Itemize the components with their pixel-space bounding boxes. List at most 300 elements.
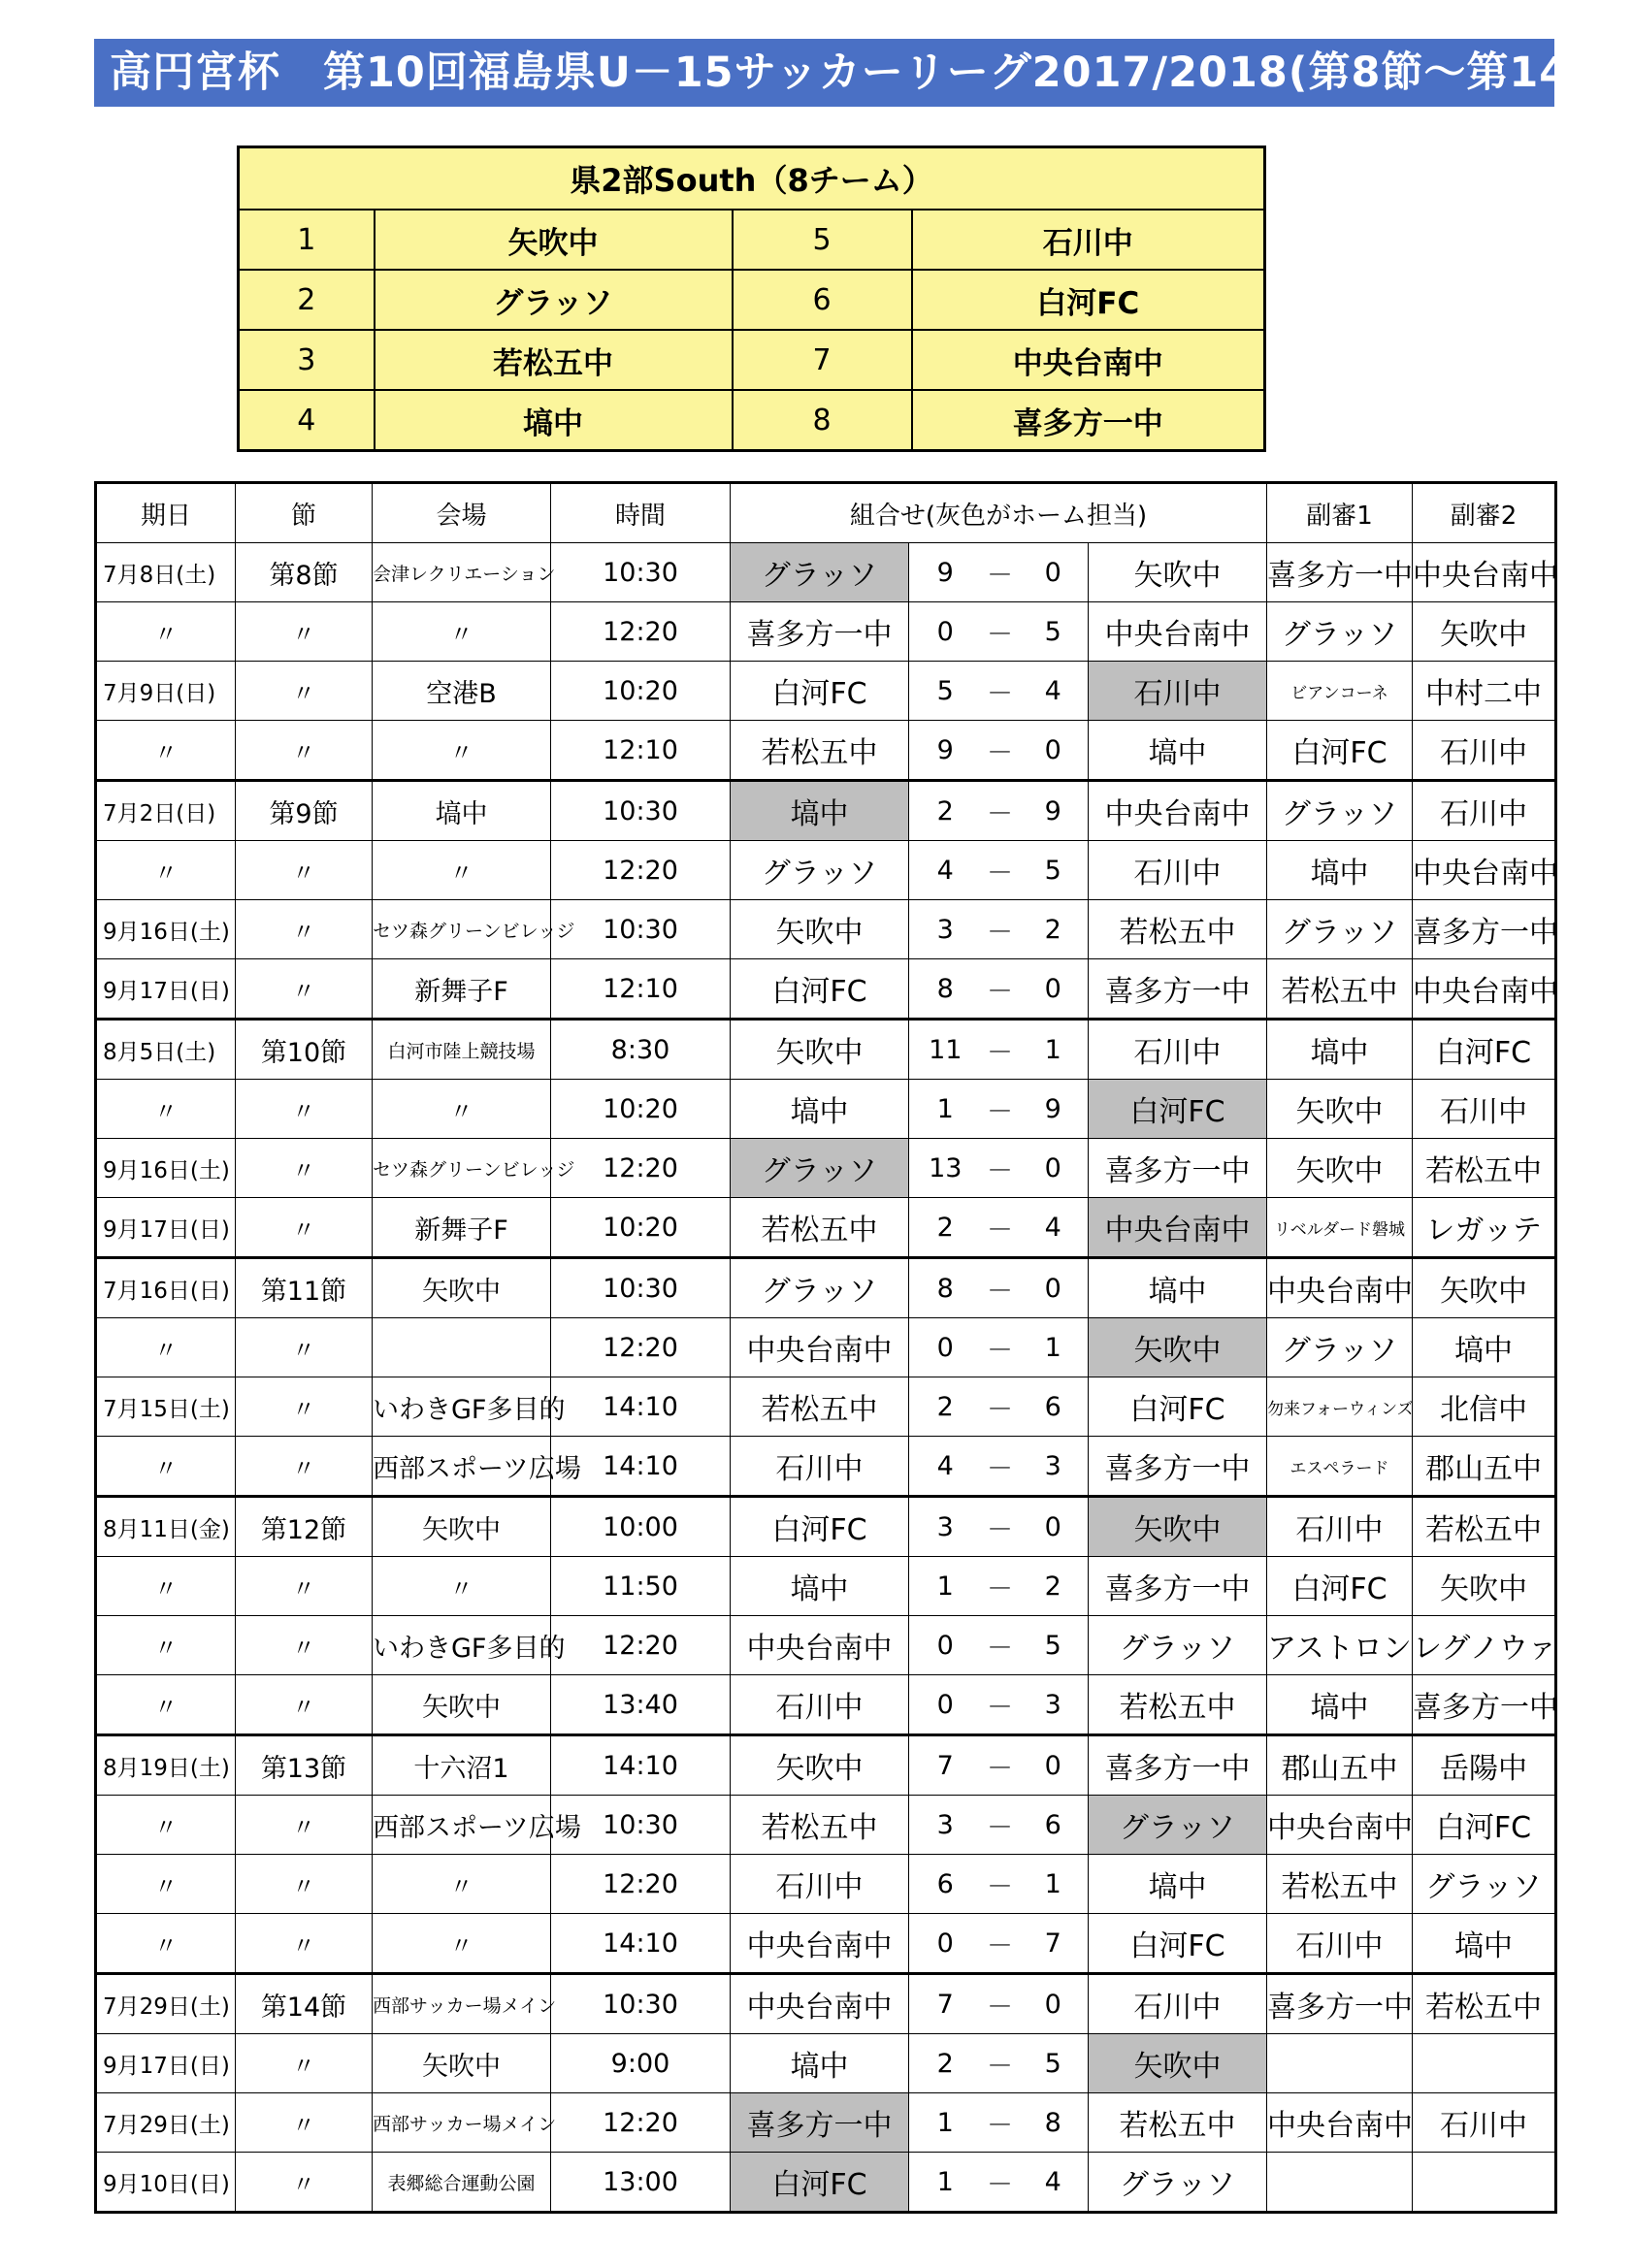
- match-time: 14:10: [551, 1377, 731, 1437]
- away-score: 3: [1019, 1675, 1089, 1735]
- away-team: 白河FC: [1089, 1080, 1267, 1139]
- match-round: 第10節: [236, 1020, 373, 1080]
- match-time: 10:30: [551, 900, 731, 959]
- home-score: 0: [909, 1318, 982, 1377]
- score-separator: －: [982, 1020, 1019, 1080]
- home-team: グラッソ: [731, 841, 909, 900]
- match-date: 8月19日(土): [96, 1735, 236, 1796]
- assistant-referee-1: 中央台南中: [1267, 1258, 1413, 1318]
- match-venue: 矢吹中: [373, 1258, 551, 1318]
- match-venue: いわきGF多目的: [373, 1377, 551, 1437]
- match-time: 12:10: [551, 721, 731, 781]
- home-team: 石川中: [731, 1437, 909, 1497]
- away-score: 4: [1019, 2153, 1089, 2213]
- team-name: 塙中: [375, 390, 733, 451]
- away-team: 若松五中: [1089, 1675, 1267, 1735]
- assistant-referee-2: 若松五中: [1413, 1974, 1556, 2034]
- home-score: 0: [909, 1914, 982, 1974]
- team-name: 矢吹中: [375, 210, 733, 270]
- match-venue: 空港B: [373, 662, 551, 721]
- match-venue: 表郷総合運動公園: [373, 2153, 551, 2213]
- match-round: 〃: [236, 900, 373, 959]
- team-name: グラッソ: [375, 270, 733, 330]
- home-score: 5: [909, 662, 982, 721]
- match-time: 12:20: [551, 1318, 731, 1377]
- match-round: 〃: [236, 1616, 373, 1675]
- score-separator: －: [982, 1377, 1019, 1437]
- home-score: 4: [909, 841, 982, 900]
- team-number: 2: [239, 270, 375, 330]
- assistant-referee-1: 石川中: [1267, 1914, 1413, 1974]
- assistant-referee-2: 塙中: [1413, 1318, 1556, 1377]
- home-team: 中央台南中: [731, 1616, 909, 1675]
- match-date: 8月5日(土): [96, 1020, 236, 1080]
- home-team: 喜多方一中: [731, 602, 909, 662]
- division-team-table: [237, 146, 1266, 452]
- match-row: [96, 781, 1556, 841]
- match-venue: セツ森グリーンビレッジ: [373, 900, 551, 959]
- home-score: 1: [909, 1557, 982, 1616]
- match-time: 12:20: [551, 841, 731, 900]
- away-team: 喜多方一中: [1089, 1437, 1267, 1497]
- away-team: 矢吹中: [1089, 1318, 1267, 1377]
- home-score: 1: [909, 1080, 982, 1139]
- home-score: 3: [909, 900, 982, 959]
- match-time: 12:20: [551, 1616, 731, 1675]
- match-round: 〃: [236, 2093, 373, 2153]
- team-name: 白河FC: [912, 270, 1265, 330]
- division-header: 県2部South（8チーム）: [239, 147, 1265, 211]
- match-round: 〃: [236, 721, 373, 781]
- match-time: 10:30: [551, 543, 731, 602]
- page-title: 高円宮杯 第10回福島県U－15サッカーリーグ2017/2018(第8節～第14節): [94, 39, 1554, 107]
- assistant-referee-1: 石川中: [1267, 1497, 1413, 1557]
- home-score: 9: [909, 543, 982, 602]
- header-date: 期日: [96, 483, 236, 543]
- score-separator: －: [982, 2153, 1019, 2213]
- match-row: [96, 602, 1556, 662]
- match-time: 10:20: [551, 662, 731, 721]
- match-row: [96, 1675, 1556, 1735]
- home-score: 8: [909, 959, 982, 1020]
- home-score: 0: [909, 602, 982, 662]
- match-venue: 〃: [373, 602, 551, 662]
- home-team: 塙中: [731, 2034, 909, 2093]
- away-score: 6: [1019, 1377, 1089, 1437]
- match-time: 13:40: [551, 1675, 731, 1735]
- home-team: 白河FC: [731, 2153, 909, 2213]
- away-team: 喜多方一中: [1089, 1139, 1267, 1198]
- match-date: 9月17日(日): [96, 1198, 236, 1258]
- away-score: 0: [1019, 543, 1089, 602]
- match-round: 第9節: [236, 781, 373, 841]
- score-separator: －: [982, 1139, 1019, 1198]
- score-separator: －: [982, 1318, 1019, 1377]
- assistant-referee-1: [1267, 2034, 1413, 2093]
- match-date: 7月16日(日): [96, 1258, 236, 1318]
- home-score: 7: [909, 1735, 982, 1796]
- assistant-referee-2: 中央台南中: [1413, 959, 1556, 1020]
- match-row: [96, 1855, 1556, 1914]
- assistant-referee-2: 中央台南中: [1413, 543, 1556, 602]
- away-team: 石川中: [1089, 662, 1267, 721]
- away-score: 0: [1019, 959, 1089, 1020]
- team-number: 8: [733, 390, 912, 451]
- assistant-referee-1: 若松五中: [1267, 959, 1413, 1020]
- assistant-referee-1: [1267, 2153, 1413, 2213]
- assistant-referee-2: 石川中: [1413, 1080, 1556, 1139]
- assistant-referee-1: 白河FC: [1267, 1557, 1413, 1616]
- header-time: 時間: [551, 483, 731, 543]
- match-time: 14:10: [551, 1437, 731, 1497]
- match-time: 12:20: [551, 1855, 731, 1914]
- home-team: 石川中: [731, 1855, 909, 1914]
- away-team: 白河FC: [1089, 1914, 1267, 1974]
- match-venue: 西部スポーツ広場: [373, 1437, 551, 1497]
- match-date: 9月17日(日): [96, 959, 236, 1020]
- assistant-referee-2: レグノウァ: [1413, 1616, 1556, 1675]
- assistant-referee-2: 喜多方一中: [1413, 900, 1556, 959]
- match-date: 7月9日(日): [96, 662, 236, 721]
- match-date: 〃: [96, 602, 236, 662]
- match-venue: 塙中: [373, 781, 551, 841]
- assistant-referee-1: 塙中: [1267, 1675, 1413, 1735]
- home-score: 2: [909, 1198, 982, 1258]
- score-separator: －: [982, 781, 1019, 841]
- match-time: 12:20: [551, 2093, 731, 2153]
- match-row: [96, 543, 1556, 602]
- assistant-referee-1: 中央台南中: [1267, 2093, 1413, 2153]
- home-score: 0: [909, 1675, 982, 1735]
- match-venue: 西部サッカー場メイン: [373, 2093, 551, 2153]
- team-number: 3: [239, 330, 375, 390]
- match-round: 〃: [236, 1198, 373, 1258]
- match-round: 第8節: [236, 543, 373, 602]
- match-round: 〃: [236, 1377, 373, 1437]
- away-score: 1: [1019, 1318, 1089, 1377]
- away-team: 矢吹中: [1089, 543, 1267, 602]
- score-separator: －: [982, 1675, 1019, 1735]
- match-date: 〃: [96, 721, 236, 781]
- away-score: 0: [1019, 1735, 1089, 1796]
- home-team: 矢吹中: [731, 1020, 909, 1080]
- score-separator: －: [982, 1735, 1019, 1796]
- assistant-referee-1: 白河FC: [1267, 721, 1413, 781]
- score-separator: －: [982, 2034, 1019, 2093]
- assistant-referee-1: グラッソ: [1267, 781, 1413, 841]
- match-venue: 矢吹中: [373, 1675, 551, 1735]
- home-score: 1: [909, 2153, 982, 2213]
- away-score: 9: [1019, 1080, 1089, 1139]
- match-row: [96, 1080, 1556, 1139]
- match-venue: 矢吹中: [373, 1497, 551, 1557]
- away-team: グラッソ: [1089, 1796, 1267, 1855]
- home-team: グラッソ: [731, 543, 909, 602]
- assistant-referee-1: 塙中: [1267, 1020, 1413, 1080]
- match-time: 10:00: [551, 1497, 731, 1557]
- match-venue: いわきGF多目的: [373, 1616, 551, 1675]
- away-score: 2: [1019, 1557, 1089, 1616]
- away-team: 石川中: [1089, 841, 1267, 900]
- team-number: 5: [733, 210, 912, 270]
- match-venue: [373, 1318, 551, 1377]
- score-separator: －: [982, 1974, 1019, 2034]
- away-team: 塙中: [1089, 1855, 1267, 1914]
- match-row: [96, 2093, 1556, 2153]
- score-separator: －: [982, 2093, 1019, 2153]
- assistant-referee-2: 中央台南中: [1413, 841, 1556, 900]
- match-date: 〃: [96, 1796, 236, 1855]
- match-date: 9月16日(土): [96, 1139, 236, 1198]
- score-separator: －: [982, 1437, 1019, 1497]
- home-team: 白河FC: [731, 959, 909, 1020]
- team-name: 若松五中: [375, 330, 733, 390]
- assistant-referee-2: 白河FC: [1413, 1796, 1556, 1855]
- assistant-referee-1: 勿来フォーウィンズ: [1267, 1377, 1413, 1437]
- away-team: 石川中: [1089, 1020, 1267, 1080]
- away-score: 5: [1019, 2034, 1089, 2093]
- match-time: 12:10: [551, 959, 731, 1020]
- away-team: 喜多方一中: [1089, 959, 1267, 1020]
- home-score: 1: [909, 2093, 982, 2153]
- away-score: 0: [1019, 1139, 1089, 1198]
- away-score: 4: [1019, 662, 1089, 721]
- header-venue: 会場: [373, 483, 551, 543]
- home-team: 塙中: [731, 781, 909, 841]
- header-ref1: 副審1: [1267, 483, 1413, 543]
- match-row: [96, 1437, 1556, 1497]
- match-round: 〃: [236, 959, 373, 1020]
- home-score: 0: [909, 1616, 982, 1675]
- match-time: 12:20: [551, 1139, 731, 1198]
- match-round: 〃: [236, 1855, 373, 1914]
- match-date: 〃: [96, 1616, 236, 1675]
- assistant-referee-2: 塙中: [1413, 1914, 1556, 1974]
- assistant-referee-1: エスペラード: [1267, 1437, 1413, 1497]
- home-score: 3: [909, 1796, 982, 1855]
- away-score: 7: [1019, 1914, 1089, 1974]
- match-round: 〃: [236, 602, 373, 662]
- match-date: 9月16日(土): [96, 900, 236, 959]
- match-date: 〃: [96, 1914, 236, 1974]
- assistant-referee-1: 喜多方一中: [1267, 1974, 1413, 2034]
- match-round: 〃: [236, 1796, 373, 1855]
- match-venue: 十六沼1: [373, 1735, 551, 1796]
- match-venue: 会津レクリエーション: [373, 543, 551, 602]
- match-round: 〃: [236, 841, 373, 900]
- match-date: 9月17日(日): [96, 2034, 236, 2093]
- home-score: 2: [909, 781, 982, 841]
- match-row: [96, 1258, 1556, 1318]
- match-time: 10:20: [551, 1198, 731, 1258]
- match-date: 〃: [96, 841, 236, 900]
- match-venue: 西部スポーツ広場: [373, 1796, 551, 1855]
- away-team: 中央台南中: [1089, 1198, 1267, 1258]
- match-row: [96, 900, 1556, 959]
- score-separator: －: [982, 721, 1019, 781]
- match-round: 〃: [236, 662, 373, 721]
- assistant-referee-2: 石川中: [1413, 781, 1556, 841]
- team-number: 7: [733, 330, 912, 390]
- match-time: 9:00: [551, 2034, 731, 2093]
- score-separator: －: [982, 662, 1019, 721]
- match-venue: 〃: [373, 1080, 551, 1139]
- match-date: 7月15日(土): [96, 1377, 236, 1437]
- home-score: 9: [909, 721, 982, 781]
- away-team: 中央台南中: [1089, 602, 1267, 662]
- assistant-referee-1: 塙中: [1267, 841, 1413, 900]
- match-date: 〃: [96, 1080, 236, 1139]
- home-team: 矢吹中: [731, 900, 909, 959]
- match-date: 〃: [96, 1675, 236, 1735]
- match-venue: 〃: [373, 1855, 551, 1914]
- header-round: 節: [236, 483, 373, 543]
- assistant-referee-2: [1413, 2153, 1556, 2213]
- home-team: 矢吹中: [731, 1735, 909, 1796]
- match-round: 第12節: [236, 1497, 373, 1557]
- team-number: 1: [239, 210, 375, 270]
- away-score: 0: [1019, 1497, 1089, 1557]
- away-score: 3: [1019, 1437, 1089, 1497]
- home-team: 喜多方一中: [731, 2093, 909, 2153]
- score-separator: －: [982, 1557, 1019, 1616]
- match-time: 13:00: [551, 2153, 731, 2213]
- match-date: 〃: [96, 1557, 236, 1616]
- match-row: [96, 1735, 1556, 1796]
- assistant-referee-2: 石川中: [1413, 721, 1556, 781]
- match-time: 14:10: [551, 1914, 731, 1974]
- assistant-referee-1: ビアンコーネ: [1267, 662, 1413, 721]
- match-row: [96, 1796, 1556, 1855]
- home-team: 中央台南中: [731, 1914, 909, 1974]
- match-round: 第14節: [236, 1974, 373, 2034]
- assistant-referee-1: グラッソ: [1267, 900, 1413, 959]
- match-venue: 〃: [373, 1914, 551, 1974]
- assistant-referee-1: 矢吹中: [1267, 1080, 1413, 1139]
- match-row: [96, 1616, 1556, 1675]
- away-score: 0: [1019, 721, 1089, 781]
- away-team: 喜多方一中: [1089, 1557, 1267, 1616]
- assistant-referee-2: 北信中: [1413, 1377, 1556, 1437]
- header-ref2: 副審2: [1413, 483, 1556, 543]
- match-date: 〃: [96, 1318, 236, 1377]
- match-round: 〃: [236, 1914, 373, 1974]
- match-date: 〃: [96, 1855, 236, 1914]
- away-team: 石川中: [1089, 1974, 1267, 2034]
- match-row: [96, 2034, 1556, 2093]
- away-score: 9: [1019, 781, 1089, 841]
- home-team: 若松五中: [731, 1198, 909, 1258]
- home-team: 白河FC: [731, 1497, 909, 1557]
- assistant-referee-1: リベルダード磐城: [1267, 1198, 1413, 1258]
- match-venue: セツ森グリーンビレッジ: [373, 1139, 551, 1198]
- match-round: 第11節: [236, 1258, 373, 1318]
- match-time: 14:10: [551, 1735, 731, 1796]
- home-score: 7: [909, 1974, 982, 2034]
- match-round: 〃: [236, 1437, 373, 1497]
- header-matchup: 組合せ(灰色がホーム担当): [731, 483, 1267, 543]
- match-date: 8月11日(金): [96, 1497, 236, 1557]
- away-score: 1: [1019, 1855, 1089, 1914]
- assistant-referee-2: 矢吹中: [1413, 1258, 1556, 1318]
- away-score: 4: [1019, 1198, 1089, 1258]
- assistant-referee-1: 若松五中: [1267, 1855, 1413, 1914]
- assistant-referee-2: 石川中: [1413, 2093, 1556, 2153]
- away-team: 中央台南中: [1089, 781, 1267, 841]
- match-date: 7月29日(土): [96, 2093, 236, 2153]
- home-team: 若松五中: [731, 1377, 909, 1437]
- home-team: 塙中: [731, 1557, 909, 1616]
- score-separator: －: [982, 1796, 1019, 1855]
- assistant-referee-2: 矢吹中: [1413, 1557, 1556, 1616]
- home-team: 若松五中: [731, 1796, 909, 1855]
- assistant-referee-2: [1413, 2034, 1556, 2093]
- match-time: 10:30: [551, 781, 731, 841]
- match-round: 〃: [236, 1139, 373, 1198]
- score-separator: －: [982, 543, 1019, 602]
- match-venue: 〃: [373, 1557, 551, 1616]
- away-score: 6: [1019, 1796, 1089, 1855]
- match-time: 10:30: [551, 1258, 731, 1318]
- team-name: 中央台南中: [912, 330, 1265, 390]
- score-separator: －: [982, 841, 1019, 900]
- assistant-referee-2: レガッテ: [1413, 1198, 1556, 1258]
- score-separator: －: [982, 900, 1019, 959]
- match-time: 10:30: [551, 1974, 731, 2034]
- away-team: グラッソ: [1089, 2153, 1267, 2213]
- score-separator: －: [982, 1497, 1019, 1557]
- match-row: [96, 1914, 1556, 1974]
- match-row: [96, 1198, 1556, 1258]
- match-venue: 〃: [373, 721, 551, 781]
- home-score: 13: [909, 1139, 982, 1198]
- match-row: [96, 1318, 1556, 1377]
- schedule-body: [96, 543, 1559, 2213]
- match-row: [96, 1557, 1556, 1616]
- assistant-referee-2: 喜多方一中: [1413, 1675, 1556, 1735]
- match-row: [96, 1974, 1556, 2034]
- home-score: 4: [909, 1437, 982, 1497]
- away-team: 矢吹中: [1089, 2034, 1267, 2093]
- match-venue: 新舞子F: [373, 959, 551, 1020]
- assistant-referee-2: 郡山五中: [1413, 1437, 1556, 1497]
- away-score: 0: [1019, 1974, 1089, 2034]
- home-score: 8: [909, 1258, 982, 1318]
- team-number: 4: [239, 390, 375, 451]
- match-round: 〃: [236, 1318, 373, 1377]
- assistant-referee-2: グラッソ: [1413, 1855, 1556, 1914]
- match-venue: 〃: [373, 841, 551, 900]
- match-row: [96, 662, 1556, 721]
- match-row: [96, 959, 1556, 1020]
- assistant-referee-2: 若松五中: [1413, 1497, 1556, 1557]
- match-date: 7月2日(日): [96, 781, 236, 841]
- away-score: 1: [1019, 1020, 1089, 1080]
- score-separator: －: [982, 602, 1019, 662]
- score-separator: －: [982, 1258, 1019, 1318]
- home-score: 2: [909, 2034, 982, 2093]
- assistant-referee-1: 喜多方一中: [1267, 543, 1413, 602]
- match-date: 7月8日(土): [96, 543, 236, 602]
- home-score: 2: [909, 1377, 982, 1437]
- match-schedule-table: [94, 481, 1557, 2214]
- assistant-referee-1: 矢吹中: [1267, 1139, 1413, 1198]
- assistant-referee-2: 中村二中: [1413, 662, 1556, 721]
- away-score: 5: [1019, 602, 1089, 662]
- assistant-referee-2: 矢吹中: [1413, 602, 1556, 662]
- away-team: 白河FC: [1089, 1377, 1267, 1437]
- match-row: [96, 1020, 1556, 1080]
